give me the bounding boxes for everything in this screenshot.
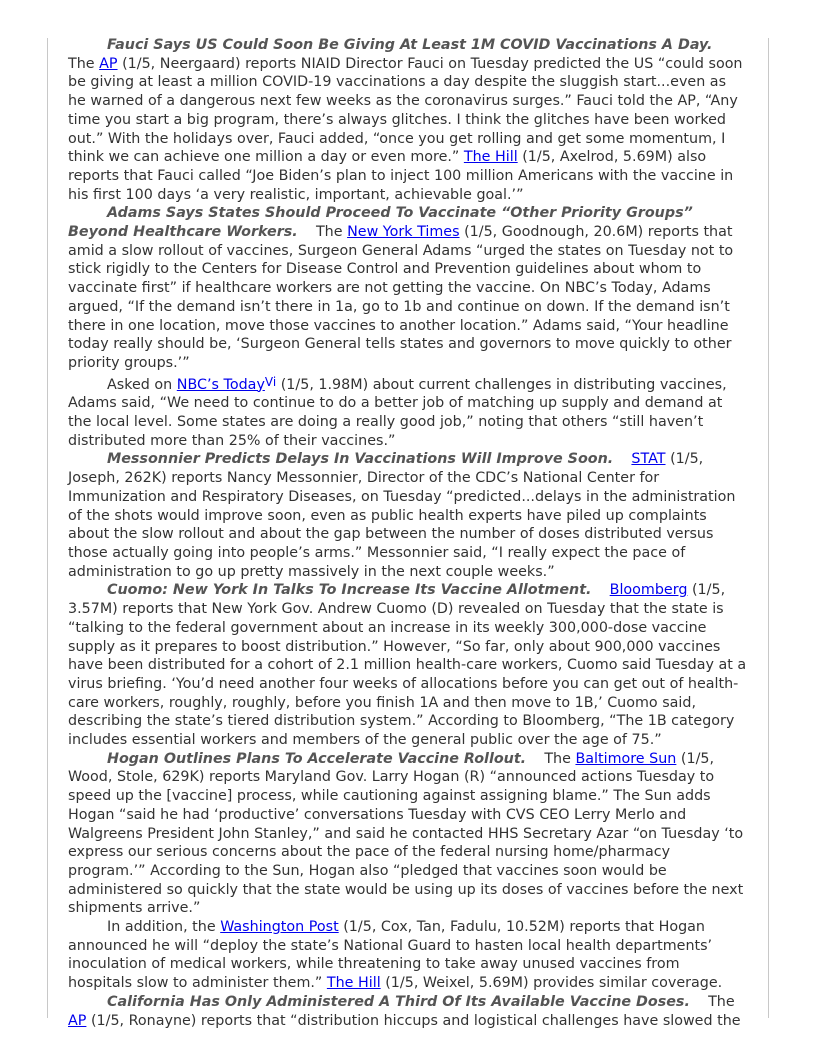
link-baltimore-sun[interactable]: Baltimore Sun — [575, 750, 677, 767]
article-messonnier: Messonnier Predicts Delays In Vaccinations Will Improve Soon. STAT (1/5, Joseph, 262K) reports Nancy Messonnier, Director of the CDC’s National Center for Immunization and Respiratory Diseases, on Tuesday “predicted...delays in the administration of the shots would improve soon, even as public health experts have piled up complaints about the slow rollout and about the gap between the number of doses distributed versus those actually going into people’s arms.” Messonnier said, “I really expect the pace of administration to go up pretty massively in the next couple weeks.” — [68, 451, 736, 580]
headline-adams: Adams Says States Should Proceed To Vaccinate “Other Priority Groups” Beyond Healthcare Workers. — [68, 205, 693, 241]
link-the-hill[interactable]: The Hill — [463, 149, 518, 166]
link-nbcs-today[interactable]: NBC’s Today — [176, 376, 265, 393]
article-california: California Has Only Administered A Third Of Its Available Vaccine Doses. The AP (1/5, Ronayne) reports that “distribution hiccups and logistical challenges have slowed the — [68, 993, 741, 1029]
link-new-york-times[interactable]: New York Times — [347, 224, 460, 241]
link-stat[interactable]: STAT — [631, 451, 666, 468]
link-washington-post[interactable]: Washington Post — [220, 919, 339, 936]
link-bloomberg[interactable]: Bloomberg — [609, 582, 688, 599]
article-adams-nbc: Asked on NBC’s Today$^{Vi}$ (1/5, 1.98M) about current challenges in distributing vaccines, Adams said, “We need to continue to do a better job of matching up supply and demand at the local level. Some states are doing a really good job,” noting that others “still haven’t distributed more than 25% of their vaccines.” — [68, 374, 727, 449]
right-margin-rule — [768, 38, 769, 1018]
left-margin-rule — [47, 38, 48, 1018]
article-fauci: Fauci Says US Could Soon Be Giving At Least 1M COVID Vaccinations A Day. The AP (1/5, Neergaard) reports NIAID Director Fauci on Tuesday predicted the US “could soon be giving at least a million COVID-19 vaccinations a day despite the sluggish start...even as he warned of a dangerous next few weeks as the coronavirus surges.” Fauci told the AP, “Any time you start a big program, there’s always glitches. I think the glitches have been worked out.” With the holidays over, Fauci added, “once you get rolling and get some momentum, I think we can achieve one million a day or even more.” The Hill (1/5, Axelrod, 5.69M) also reports that Fauci called “Joe Biden’s plan to inject 100 million Americans with the vaccine in his first 100 days ‘a very realistic, important, achievable goal.’” — [68, 37, 743, 203]
article-cuomo: Cuomo: New York In Talks To Increase Its Vaccine Allotment. Bloomberg (1/5, 3.57M) reports that New York Gov. Andrew Cuomo (D) revealed on Tuesday that the state is “talking to the federal government about an increase in its weekly 300,000-dose vaccine supply as it prepares to boost distribution.” However, “So far, only about 900,000 vaccines have been distributed for a cohort of 2.1 million health-care workers, Cuomo said Tuesday at a virus briefing. ‘You’d need another four weeks of allocations before you can get out of health-care workers, roughly, roughly, before you finish 1A and then move to 1B,’ Cuomo said, describing the state’s tiered distribution system.” According to Bloomberg, “The 1B category includes essential workers and members of the general public over the age of 75.” — [68, 582, 747, 749]
video-marker[interactable]: Vi — [264, 374, 277, 389]
headline-messonnier: Messonnier Predicts Delays In Vaccinations Will Improve Soon. — [107, 451, 614, 468]
link-the-hill-2[interactable]: The Hill — [326, 975, 381, 992]
article-body — [68, 36, 748, 1030]
article-adams: Adams Says States Should Proceed To Vaccinate “Other Priority Groups” Beyond Healthcare Workers. The New York Times (1/5, Goodnough, 20.6M) reports that amid a slow rollout of vaccines, Surgeon General Adams “urged the states on Tuesday not to stick rigidly to the Centers for Disease Control and Prevention guidelines about whom to vaccinate first” if healthcare workers are not getting the vaccine. On NBC’s Today, Adams argued, “If the demand isn’t there in 1a, go to 1b and continue on down. If the demand isn’t there in one location, move those vaccines to another location.” Adams said, “Your headline today really should be, ‘Surgeon General tells states and governors to move quickly to other priority groups.’” — [68, 205, 734, 371]
headline-fauci: Fauci Says US Could Soon Be Giving At Least 1M COVID Vaccinations A Day. — [107, 37, 713, 53]
link-ap[interactable]: AP — [99, 55, 118, 72]
headline-hogan: Hogan Outlines Plans To Accelerate Vaccine Rollout. — [107, 750, 527, 767]
article-hogan-post: In addition, the Washington Post (1/5, Cox, Tan, Fadulu, 10.52M) reports that Hogan announced he will “deploy the state’s National Guard to hasten local health departments’ inoculation of medical workers, while threatening to take away unused vaccines from hospitals slow to administer them.” The Hill (1/5, Weixel, 5.69M) provides similar coverage. — [68, 919, 723, 992]
article-hogan: Hogan Outlines Plans To Accelerate Vaccine Rollout. The Baltimore Sun (1/5, Wood, Stole, 629K) reports Maryland Gov. Larry Hogan (R) “announced actions Tuesday to speed up the [vaccine] process, while cautioning against assigning blame.” The Sun adds Hogan “said he had ‘productive’ conversations Tuesday with CVS CEO Lerry Merlo and Walgreens President John Stanley,” and said he contacted HHS Secretary Azar “on Tuesday ‘to express our serious concerns about the pace of the federal nursing home/pharmacy program.’” According to the Sun, Hogan also “pledged that vaccines soon would be administered so quickly that the state would be using up its doses of vaccines before the next shipments arrive.” — [68, 750, 744, 917]
headline-california: California Has Only Administered A Third Of Its Available Vaccine Doses. — [107, 993, 690, 1010]
headline-cuomo: Cuomo: New York In Talks To Increase Its Vaccine Allotment. — [107, 582, 592, 599]
link-ap-2[interactable]: AP — [68, 1012, 87, 1029]
